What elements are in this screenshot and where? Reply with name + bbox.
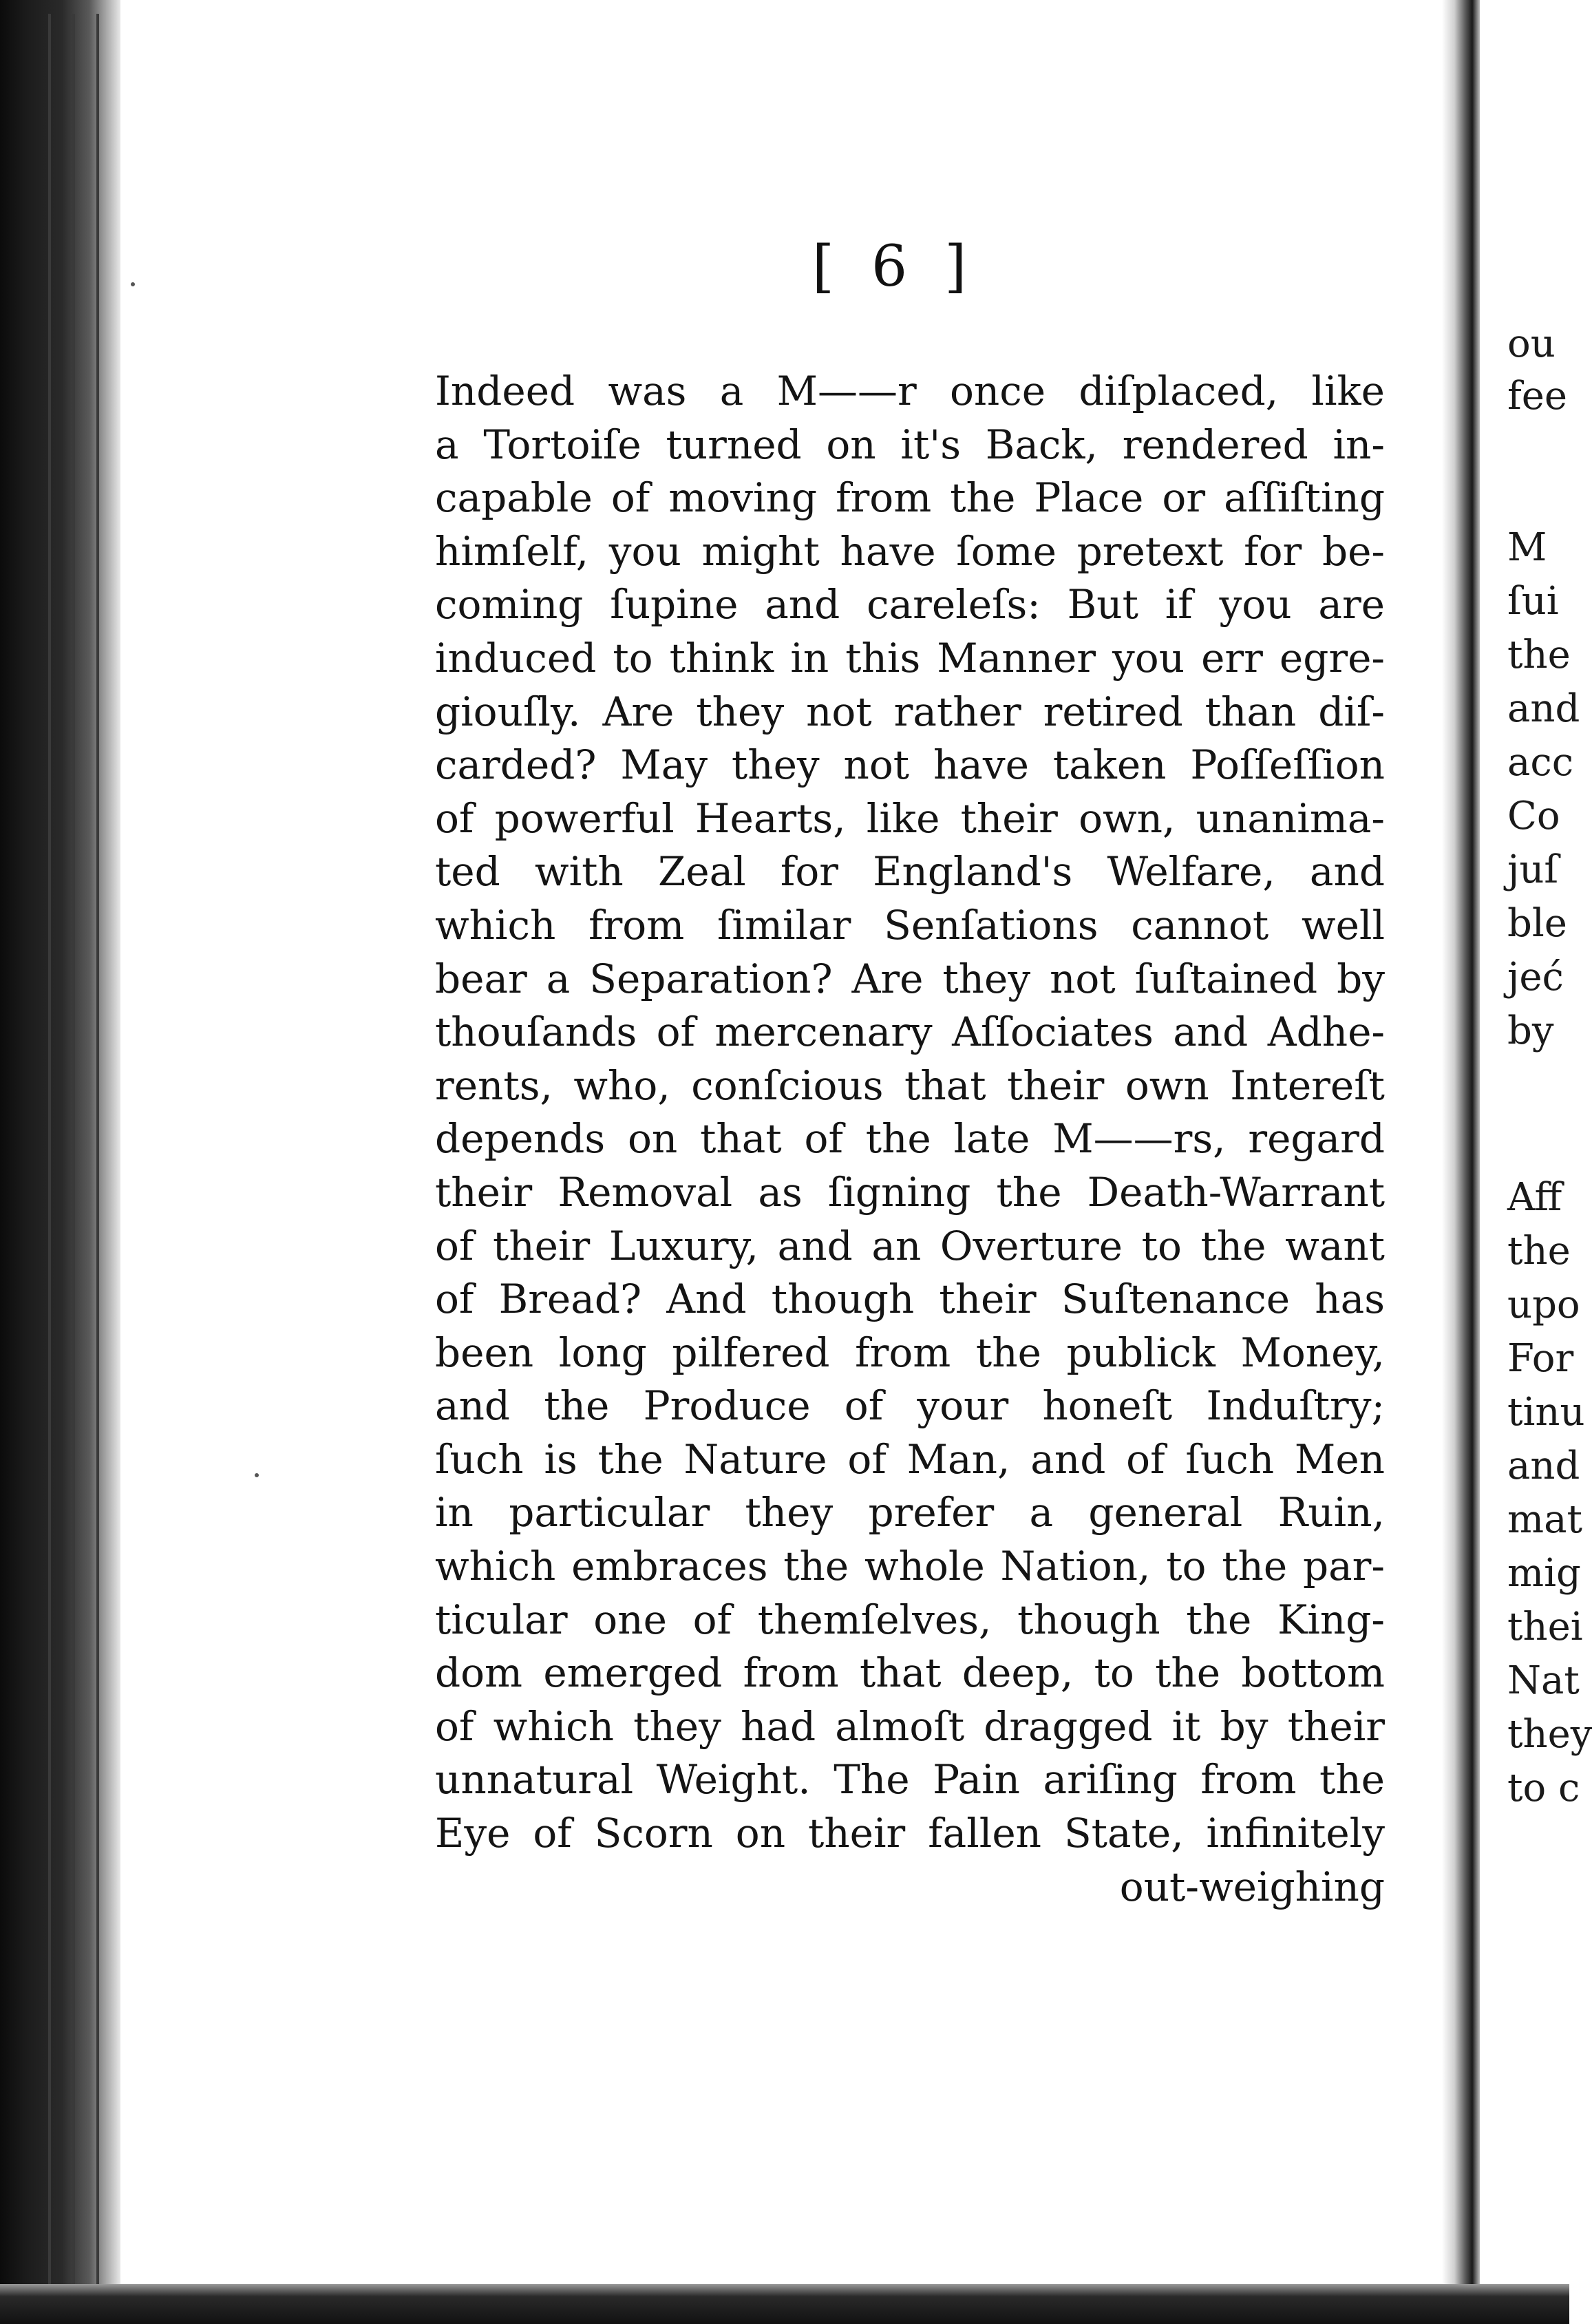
facing-page-fragment: For [1507, 1336, 1574, 1381]
gutter-line [96, 14, 99, 2285]
text-line: their Removal as ſigning the Death-Warrant [435, 1168, 1385, 1216]
text-line: of which they had almoſt dragged it by their [435, 1702, 1385, 1750]
paper-speck [255, 1473, 259, 1477]
facing-page-fragment: ſui [1507, 579, 1559, 624]
gutter-line [72, 14, 75, 2285]
facing-page-fragment: by [1507, 1008, 1554, 1053]
facing-page-fragment: Aff [1507, 1175, 1562, 1220]
body-text [435, 365, 1385, 1914]
facing-page-fragment: M [1507, 525, 1547, 570]
binding-gutter [0, 0, 120, 2324]
page-number: [ 6 ] [812, 234, 977, 299]
facing-page-fragment: the [1507, 633, 1571, 677]
text-line: of powerful Hearts, like their own, unanima- [435, 794, 1385, 842]
scan-bottom-edge [0, 2284, 1569, 2324]
gutter-line [48, 14, 51, 2285]
paper-speck [131, 282, 135, 286]
facing-page-fragment: mat [1507, 1497, 1582, 1542]
facing-page-fragment: fee [1507, 374, 1568, 419]
facing-page-fragment: they [1507, 1712, 1592, 1757]
text-line: depends on that of the late M——rs, regard [435, 1115, 1385, 1163]
catchword: out-weighing [1119, 1863, 1385, 1910]
text-line: ſuch is the Nature of Man, and of ſuch Men [435, 1435, 1385, 1483]
facing-page-fragment: acc [1507, 740, 1574, 785]
text-line: himſelf, you might have ſome pretext for be- [435, 527, 1385, 575]
facing-page-fragment: and [1507, 1444, 1580, 1488]
text-line: in particular they prefer a general Ruin, [435, 1489, 1385, 1536]
text-line: induced to think in this Manner you err egre- [435, 634, 1385, 682]
facing-page-fragment: the [1507, 1229, 1571, 1274]
text-line: rents, who, conſcious that their own Intereſt [435, 1061, 1385, 1109]
text-line: ted with Zeal for England's Welfare, and [435, 848, 1385, 896]
facing-page-fragment: Co [1507, 794, 1560, 838]
facing-page-fragment: to c [1507, 1766, 1580, 1810]
text-line: a Tortoiſe turned on it's Back, rendered in- [435, 421, 1385, 468]
text-line: coming ſupine and careleſs: But if you are [435, 581, 1385, 628]
text-line: been long pilfered from the publick Money, [435, 1329, 1385, 1376]
text-line: bear a Separation? Are they not ſuſtained by [435, 955, 1385, 1002]
facing-page-fragment: juſ [1507, 847, 1559, 892]
facing-page-fragment: Nat [1507, 1658, 1580, 1703]
text-line: which embraces the whole Nation, to the par- [435, 1543, 1385, 1590]
facing-page-fragment: upo [1507, 1282, 1580, 1327]
text-line: and the Produce of your honeſt Induſtry; [435, 1382, 1385, 1430]
text-line: which from ſimilar Senſations cannot well [435, 901, 1385, 949]
facing-page-fragment: and [1507, 686, 1580, 731]
text-line: capable of moving from the Place or aſſiſting [435, 474, 1385, 522]
facing-page-fragment: tinu [1507, 1390, 1585, 1435]
facing-page-fragment: mig [1507, 1551, 1581, 1596]
text-line: Indeed was a M——r once diſplaced, like [435, 368, 1385, 414]
text-line: of Bread? And though their Suſtenance has [435, 1276, 1385, 1323]
facing-page-fragment: ou [1507, 321, 1556, 366]
text-line: dom emerged from that deep, to the bottom [435, 1649, 1385, 1697]
facing-page-fragment: thei [1507, 1605, 1583, 1649]
page-fold [1442, 0, 1480, 2324]
facing-page-fragment: ble [1507, 901, 1567, 946]
text-line: unnatural Weight. The Pain ariſing from the [435, 1756, 1385, 1804]
facing-page-fragment: jeć [1507, 955, 1564, 1000]
text-line: giouſly. Are they not rather retired than diſ- [435, 688, 1385, 735]
text-line: Eye of Scorn on their fallen State, infinitely [435, 1810, 1385, 1857]
text-line: thouſands of mercenary Aſſociates and Adhe- [435, 1008, 1385, 1056]
text-line: of their Luxury, and an Overture to the want [435, 1222, 1385, 1269]
text-line: carded? May they not have taken Poſſeſſion [435, 741, 1385, 789]
facing-page [1480, 0, 1592, 2284]
text-line: ticular one of themſelves, though the King- [435, 1596, 1385, 1643]
